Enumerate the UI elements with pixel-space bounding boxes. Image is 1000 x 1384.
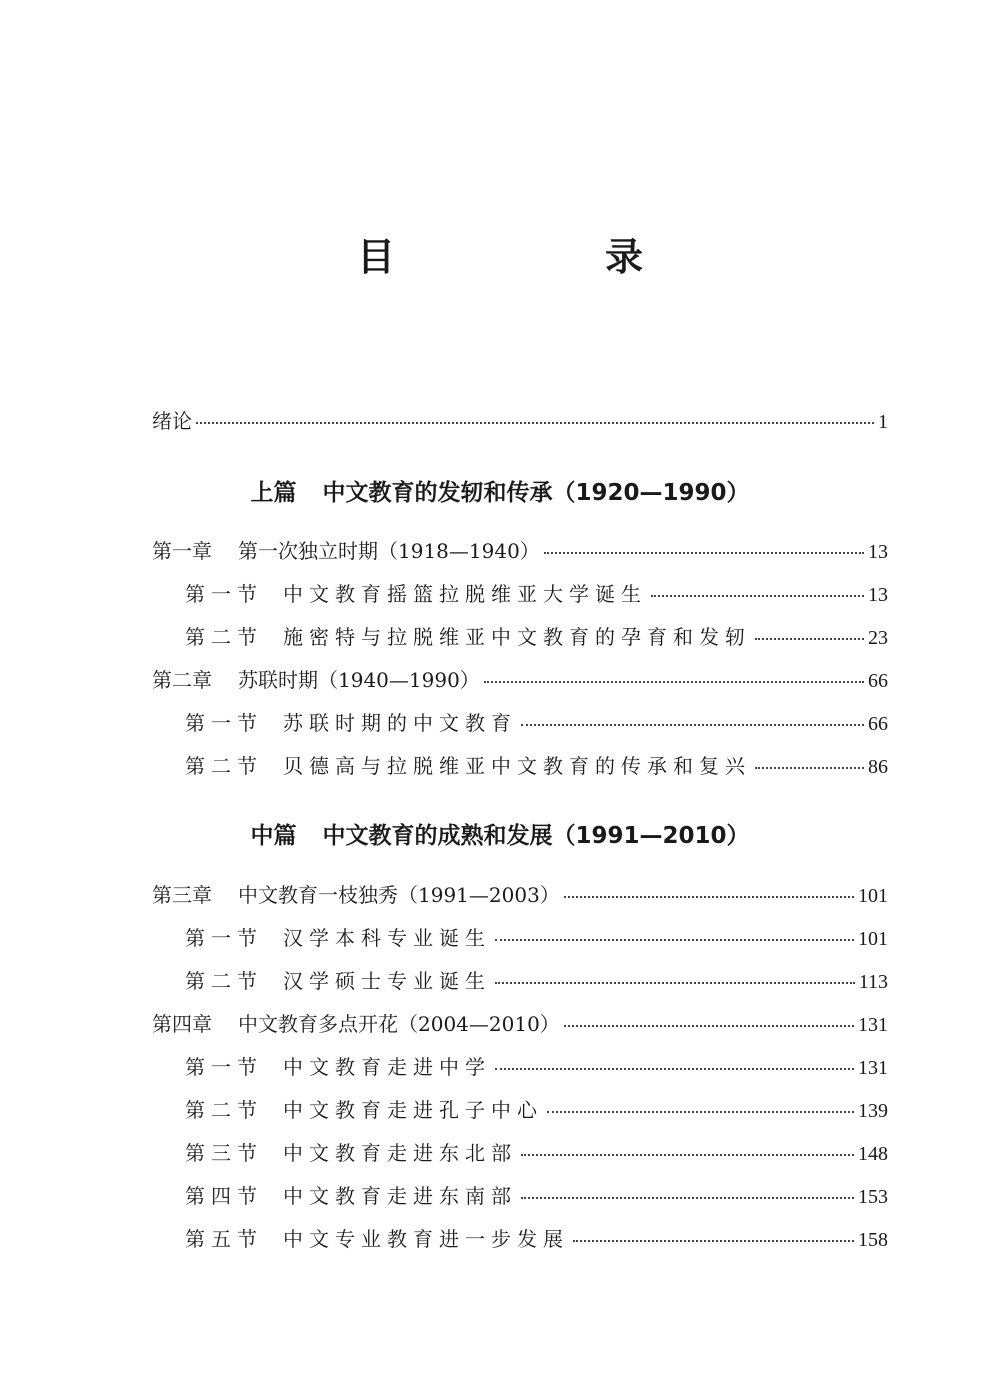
dot-leader [564, 1021, 854, 1027]
section-number: 第二节 [185, 754, 263, 778]
chapter-number: 第四章 [152, 1012, 212, 1036]
toc-section-row[interactable] [185, 1223, 888, 1253]
toc-page-number: 13 [868, 584, 888, 606]
section-number: 第一节 [185, 711, 263, 735]
toc-chapter-row[interactable] [152, 1008, 888, 1038]
section-title: 汉学硕士专业诞生 [283, 969, 491, 993]
toc-page-number: 148 [858, 1143, 888, 1165]
toc-page-number: 66 [868, 670, 888, 692]
section-number: 第二节 [185, 969, 263, 993]
toc-page-number: 139 [858, 1100, 888, 1122]
part-number: 中篇 [250, 823, 297, 849]
toc-chapter-row[interactable] [152, 535, 888, 565]
section-number: 第四节 [185, 1184, 263, 1208]
section-title: 中文专业教育进一步发展 [283, 1227, 569, 1251]
dot-leader [521, 1193, 854, 1199]
chapter-number: 第三章 [152, 883, 212, 907]
chapter-number: 第二章 [152, 668, 212, 692]
dot-leader [547, 1107, 854, 1113]
chapter-title: 第一次独立时期（1918—1940） [238, 539, 540, 563]
toc-page-number: 101 [858, 928, 888, 950]
part-heading [0, 817, 1000, 850]
section-number: 第五节 [185, 1227, 263, 1251]
section-number: 第一节 [185, 1055, 263, 1079]
dot-leader [495, 935, 854, 941]
toc-entry-title: 绪论 [152, 409, 192, 433]
toc-entry-intro[interactable] [152, 405, 888, 435]
section-title: 中文教育走进东北部 [283, 1141, 517, 1165]
dot-leader [755, 634, 864, 640]
part-title: 中文教育的发轫和传承（1920—1990） [322, 480, 750, 506]
toc-section-row[interactable] [185, 707, 888, 737]
toc-page-number: 101 [858, 885, 888, 907]
dot-leader [196, 418, 874, 424]
toc-section-row[interactable] [185, 750, 888, 780]
dot-leader [544, 548, 864, 554]
toc-page-number: 23 [868, 627, 888, 649]
dot-leader [755, 763, 864, 769]
section-title: 施密特与拉脱维亚中文教育的孕育和发轫 [283, 625, 751, 649]
toc-page-number: 131 [858, 1057, 888, 1079]
toc-page-number: 158 [858, 1229, 888, 1251]
section-title: 中文教育走进东南部 [283, 1184, 517, 1208]
section-title: 中文教育走进孔子中心 [283, 1098, 543, 1122]
section-title: 中文教育走进中学 [283, 1055, 491, 1079]
chapter-title: 苏联时期（1940—1990） [238, 668, 480, 692]
section-number: 第二节 [185, 625, 263, 649]
chapter-title: 中文教育多点开花（2004—2010） [238, 1012, 560, 1036]
toc-section-row[interactable] [185, 1094, 888, 1124]
page-title: 目 录 [356, 235, 729, 279]
toc-section-row[interactable] [185, 1180, 888, 1210]
toc-section-row[interactable] [185, 965, 888, 995]
chapter-number: 第一章 [152, 539, 212, 563]
dot-leader [484, 677, 864, 683]
section-title: 汉学本科专业诞生 [283, 926, 491, 950]
toc-page-number: 1 [878, 411, 888, 433]
toc-chapter-row[interactable] [152, 879, 888, 909]
toc-section-row[interactable] [185, 578, 888, 608]
dot-leader [495, 978, 855, 984]
dot-leader [564, 892, 854, 898]
toc-page-number: 113 [858, 971, 888, 993]
dot-leader [521, 1150, 854, 1156]
dot-leader [521, 720, 864, 726]
part-title: 中文教育的成熟和发展（1991—2010） [322, 823, 750, 849]
section-title: 中文教育摇篮拉脱维亚大学诞生 [283, 582, 647, 606]
toc-section-row[interactable] [185, 1137, 888, 1167]
section-number: 第一节 [185, 582, 263, 606]
section-title: 贝德高与拉脱维亚中文教育的传承和复兴 [283, 754, 751, 778]
dot-leader [495, 1064, 854, 1070]
toc-section-row[interactable] [185, 922, 888, 952]
section-number: 第一节 [185, 926, 263, 950]
part-heading [0, 474, 1000, 507]
toc-page-number: 153 [858, 1186, 888, 1208]
part-number: 上篇 [250, 480, 297, 506]
toc-section-row[interactable] [185, 621, 888, 651]
toc-page-number: 66 [868, 713, 888, 735]
dot-leader [573, 1236, 854, 1242]
section-number: 第二节 [185, 1098, 263, 1122]
toc-chapter-row[interactable] [152, 664, 888, 694]
dot-leader [651, 591, 864, 597]
section-title: 苏联时期的中文教育 [283, 711, 517, 735]
section-number: 第三节 [185, 1141, 263, 1165]
toc-page-number: 13 [868, 541, 888, 563]
chapter-title: 中文教育一枝独秀（1991—2003） [238, 883, 560, 907]
toc-page-number: 86 [868, 756, 888, 778]
toc-page-number: 131 [858, 1014, 888, 1036]
toc-section-row[interactable] [185, 1051, 888, 1081]
